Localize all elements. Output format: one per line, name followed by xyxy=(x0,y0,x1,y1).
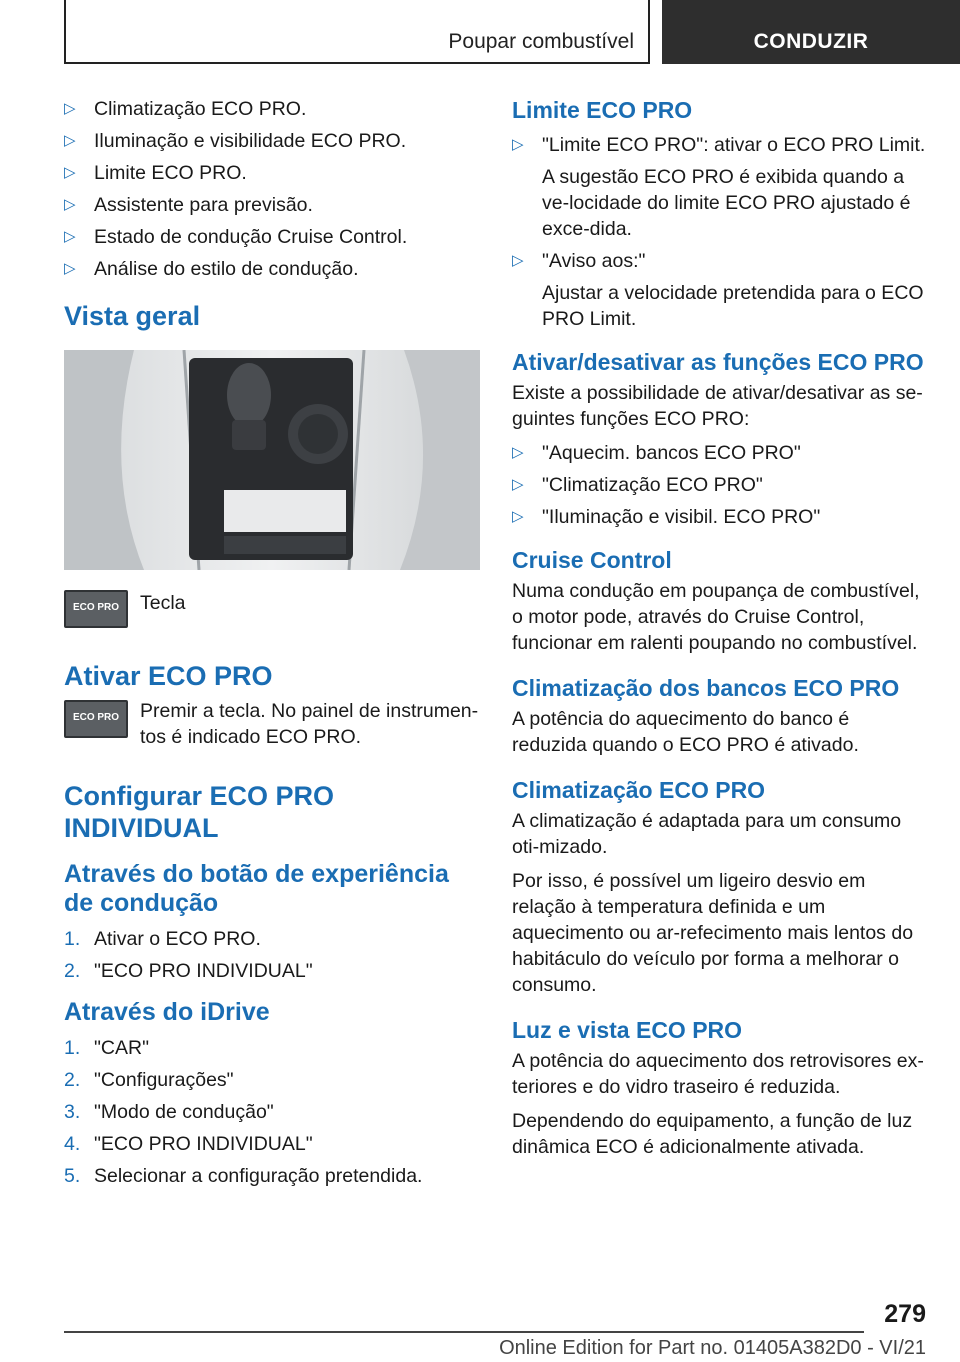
list-item: 5. Selecionar a configuração pretendida. xyxy=(64,1165,423,1187)
clim-text-1: A climatização é adaptada para um consumo oti-mizado. xyxy=(512,810,902,858)
list-item: ▷ Assistente para previsão. xyxy=(64,194,313,216)
triangle-right-icon: ▷ xyxy=(512,476,524,493)
activate-row xyxy=(64,698,482,750)
list-item: ▷ Estado de condução Cruise Control. xyxy=(64,226,408,248)
limit-list xyxy=(512,132,928,332)
toggle-text: Existe a possibilidade de ativar/desativar as se-guintes funções ECO PRO: xyxy=(512,382,923,430)
list-item: ▷ Climatização ECO PRO. xyxy=(64,98,307,120)
via-button-heading: Através do botão de experiência de condução xyxy=(64,860,449,917)
triangle-right-icon: ▷ xyxy=(64,164,76,181)
clim-text-2: Por isso, é possível um ligeiro desvio em relação à temperatura definida e um aquecimento ou ar-refecimento mais lentos do habitáculo do veículo por forma a melhorar o consumo. xyxy=(512,870,914,996)
list-item: 4. "ECO PRO INDIVIDUAL" xyxy=(64,1133,313,1155)
list-item: ▷ Iluminação e visibilidade ECO PRO. xyxy=(64,130,407,152)
header-rule-left xyxy=(64,0,66,64)
via-idrive-steps xyxy=(64,1035,482,1189)
key-row xyxy=(64,588,482,628)
console-illustration xyxy=(64,350,480,570)
edition-note: Online Edition for Part no. 01405A382D0 - VI/21 xyxy=(499,1337,926,1359)
list-item: ▷ "Climatização ECO PRO" xyxy=(512,474,763,496)
list-item: 2. "Configurações" xyxy=(64,1069,234,1091)
activate-heading: Ativar ECO PRO xyxy=(64,661,273,691)
list-item: ▷ Limite ECO PRO. xyxy=(64,162,247,184)
right-column xyxy=(512,96,928,1160)
left-column xyxy=(64,96,482,1195)
list-item: ▷ "Aquecim. bancos ECO PRO" xyxy=(512,442,801,464)
triangle-right-icon: ▷ xyxy=(512,444,524,461)
triangle-right-icon: ▷ xyxy=(512,136,524,153)
cruise-text: Numa condução em poupança de combustível, o motor pode, através do Cruise Control, funcionar em ralenti poupando no combustível. xyxy=(512,580,920,654)
clim-heading: Climatização ECO PRO xyxy=(512,777,766,803)
via-idrive-heading: Através do iDrive xyxy=(64,998,270,1026)
overview-heading: Vista geral xyxy=(64,301,201,331)
list-item: 2. "ECO PRO INDIVIDUAL" xyxy=(64,960,313,982)
light-text-2: Dependendo do equipamento, a função de luz dinâmica ECO é adicionalmente ativada. xyxy=(512,1110,913,1158)
list-item: ▷ Análise do estilo de condução. xyxy=(64,258,359,280)
list-item: 1. "CAR" xyxy=(64,1037,150,1059)
via-button-steps xyxy=(64,926,482,984)
light-text-1: A potência do aquecimento dos retrovisores ex-teriores e do vidro traseiro é reduzida. xyxy=(512,1050,924,1098)
center-console-photo xyxy=(64,350,480,570)
header-divider xyxy=(648,0,650,64)
chapter-title: CONDUZIR xyxy=(753,30,869,53)
footer-rule xyxy=(64,1331,864,1333)
triangle-right-icon: ▷ xyxy=(64,260,76,277)
eco-pro-key-icon: ECO PRO xyxy=(64,700,128,738)
list-item: ▷ "Iluminação e visibil. ECO PRO" xyxy=(512,506,821,528)
list-item: 1. Ativar o ECO PRO. xyxy=(64,928,261,950)
triangle-right-icon: ▷ xyxy=(64,228,76,245)
toggle-heading: Ativar/desativar as funções ECO PRO xyxy=(512,349,924,375)
seat-heading: Climatização dos bancos ECO PRO xyxy=(512,675,900,701)
light-heading: Luz e vista ECO PRO xyxy=(512,1017,743,1043)
limit-heading: Limite ECO PRO xyxy=(512,97,693,123)
section-title: Poupar combustível xyxy=(448,30,634,53)
page-number: 279 xyxy=(884,1300,926,1328)
list-item: ▷ "Limite ECO PRO": ativar o ECO PRO Limit. A sugestão ECO PRO é exibida quando a ve-locidade do limite ECO PRO ajustado é exce-dida. xyxy=(512,134,926,240)
list-item: ▷ "Aviso aos:" Ajustar a velocidade pretendida para o ECO PRO Limit. xyxy=(512,250,924,330)
triangle-right-icon: ▷ xyxy=(64,196,76,213)
eco-pro-key-icon: ECO PRO xyxy=(64,590,128,628)
triangle-right-icon: ▷ xyxy=(512,508,524,525)
toggle-list xyxy=(512,440,928,530)
triangle-right-icon: ▷ xyxy=(512,252,524,269)
cruise-heading: Cruise Control xyxy=(512,547,672,573)
activate-text: Premir a tecla. No painel de instrumen-tos é indicado ECO PRO. xyxy=(140,700,479,748)
triangle-right-icon: ▷ xyxy=(64,100,76,117)
configure-heading: Configurar ECO PRO INDIVIDUAL xyxy=(64,781,335,843)
triangle-right-icon: ▷ xyxy=(64,132,76,149)
seat-text: A potência do aquecimento do banco é reduzida quando o ECO PRO é ativado. xyxy=(512,708,859,756)
key-caption: Tecla xyxy=(140,592,186,614)
intro-list xyxy=(64,96,482,282)
header-rule-bottom xyxy=(64,62,648,64)
list-item: 3. "Modo de condução" xyxy=(64,1101,274,1123)
